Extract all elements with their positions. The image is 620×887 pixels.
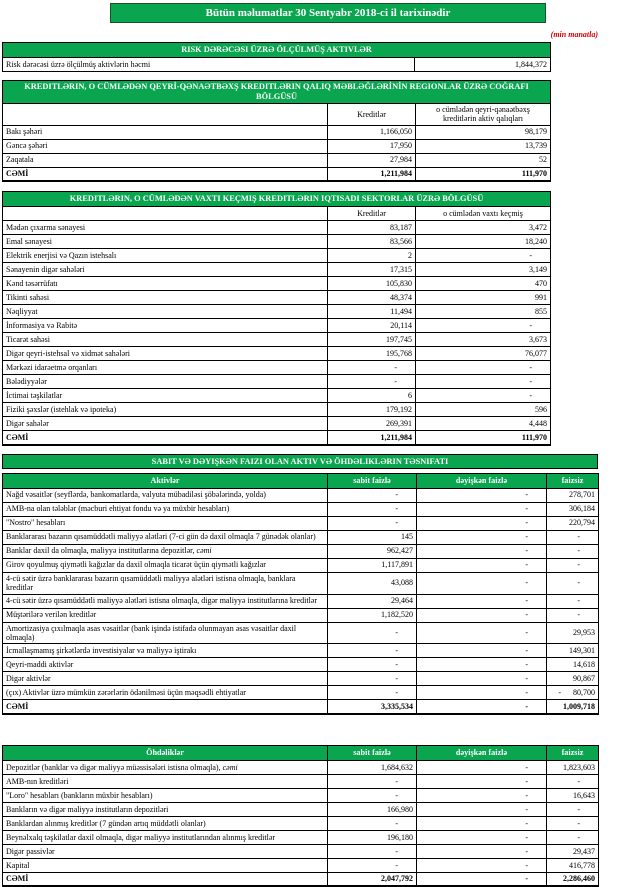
- row-label: Ticarət sahəsi: [3, 333, 328, 347]
- cell-value: -: [328, 488, 417, 502]
- cell-value: -: [416, 375, 551, 389]
- cell-value: 196,180: [328, 830, 417, 844]
- row-label: İcmallaşmamış şirkətlərdə investisiyalar və maliyyə iştirakı: [3, 644, 328, 658]
- table-row: [3, 530, 599, 544]
- cell-value: 20,114: [328, 319, 416, 333]
- cell-value: -: [416, 361, 551, 375]
- section-title: KREDITLƏRIN, O CÜMLƏDƏN QEYRİ-QƏNAƏTBƏXŞ KREDITLƏRIN QALIQ MƏBLƏĞLƏRİNİN REGIONLAR ÜZRƏ COĞRAFI BÖLGÜSÜ: [3, 81, 551, 104]
- cell-value: 269,391: [328, 417, 416, 431]
- cell-value: 179,192: [328, 403, 416, 417]
- table-row: [3, 672, 599, 686]
- table-row: [3, 558, 599, 572]
- table-row: [3, 802, 599, 816]
- cell-value: 416,778: [547, 858, 599, 872]
- row-label: Amortizasiya çıxılmaqla əsas vəsaitlər (bank işində istifadə olunmayan əsas vəsaitlər daxil olmaqla): [3, 622, 328, 644]
- cell-value: -: [417, 502, 547, 516]
- row-label: İctimai təşkilatlar: [3, 389, 328, 403]
- cell-value: -: [328, 375, 416, 389]
- cell-value: 83,566: [328, 235, 416, 249]
- liabilities-classification-table: [2, 745, 599, 887]
- row-label: Banklar daxil da olmaqla, maliyyə institutlarına depozitlər, cəmi: [3, 544, 328, 558]
- cell-value: -: [328, 658, 417, 672]
- cell-value: 76,077: [416, 347, 551, 361]
- cell-value: 2: [328, 249, 416, 263]
- row-label: Depozitlər (banklar və digər maliyyə müəssisələri istisna olmaqla), cəmi: [3, 760, 328, 774]
- cell-value: 17,315: [328, 263, 416, 277]
- cell-value: -: [328, 816, 417, 830]
- cell-value: 18,240: [416, 235, 551, 249]
- cell-value: -: [547, 558, 599, 572]
- table-row: [3, 488, 599, 502]
- row-label: CƏMİ: [3, 872, 328, 886]
- title-bar: [110, 3, 546, 23]
- row-label: Digər qeyri-istehsal və xidmət sahələri: [3, 347, 328, 361]
- cell-value: 52: [416, 153, 551, 167]
- table-row: [3, 361, 551, 375]
- table-row: [3, 319, 551, 333]
- cell-value: -: [417, 686, 547, 700]
- column-header-empty: [3, 207, 328, 221]
- cell-value: 1,166,050: [328, 125, 416, 139]
- row-label: Sənayenin digər sahələri: [3, 263, 328, 277]
- row-label: Bankların və digər maliyyə institutların depozitləri: [3, 802, 328, 816]
- row-label: İnformasiya və Rabitə: [3, 319, 328, 333]
- cell-value: 195,768: [328, 347, 416, 361]
- row-label: Fiziki şəxslər (istehlak və ipoteka): [3, 403, 328, 417]
- cell-value: 1,684,632: [328, 760, 417, 774]
- cell-value: 111,970: [416, 167, 551, 181]
- table-row: [3, 608, 599, 622]
- cell-value: -: [547, 572, 599, 594]
- table-row: [3, 153, 551, 167]
- row-label: Qeyri-maddi aktivlər: [3, 658, 328, 672]
- table-row: [3, 305, 551, 319]
- cell-value: 306,184: [547, 502, 599, 516]
- table-row: [3, 816, 599, 830]
- row-label: Bakı şəhəri: [3, 125, 328, 139]
- cell-value: -: [328, 361, 416, 375]
- section-header-row: [3, 192, 551, 207]
- total-row: [3, 167, 551, 181]
- cell-value: 3,673: [416, 333, 551, 347]
- table-row: [3, 389, 551, 403]
- cell-value: 596: [416, 403, 551, 417]
- row-label: Kapital: [3, 858, 328, 872]
- row-label: "Loro" hesabları (bankların müxbir hesabları): [3, 788, 328, 802]
- cell-value: -: [328, 844, 417, 858]
- cell-value: 197,745: [328, 333, 416, 347]
- cell-value: -: [417, 530, 547, 544]
- cell-value: -: [547, 608, 599, 622]
- cell-value: 98,179: [416, 125, 551, 139]
- cell-value: -: [417, 558, 547, 572]
- row-label: Banklardan alınmış kreditlər (7 gündən artıq müddətli olanlar): [3, 816, 328, 830]
- cell-value: -: [417, 700, 547, 714]
- cell-value: 13,739: [416, 139, 551, 153]
- column-header: o cümlədən vaxtı keçmiş: [416, 207, 551, 221]
- cell-value: 166,980: [328, 802, 417, 816]
- table-row: [3, 788, 599, 802]
- cell-value: 48,374: [328, 291, 416, 305]
- column-header: sabit faizlə: [328, 745, 417, 760]
- cell-value: -: [328, 502, 417, 516]
- cell-value: 1,823,603: [547, 760, 599, 774]
- cell-value: -: [328, 672, 417, 686]
- cell-value: 855: [416, 305, 551, 319]
- cell-value: 145: [328, 530, 417, 544]
- report-page: [0, 3, 620, 884]
- row-label: 4-cü sətir üzrə banklararası bazarın qısamüddətli maliyyə alətləri istisna olmaqla, banklara kreditlər: [3, 572, 328, 594]
- row-label: Tikinti sahəsi: [3, 291, 328, 305]
- row-label: "Nostro" hesabları: [3, 516, 328, 530]
- total-row: [3, 431, 551, 445]
- cell-value: -: [547, 530, 599, 544]
- cell-value: -: [417, 658, 547, 672]
- cell-value: -: [417, 774, 547, 788]
- row-label: Digər sahələr: [3, 417, 328, 431]
- table-row: [3, 774, 599, 788]
- cell-value: -: [417, 488, 547, 502]
- cell-value: -: [417, 622, 547, 644]
- table-row: [3, 403, 551, 417]
- table-row: [3, 844, 599, 858]
- cell-value: 11,494: [328, 305, 416, 319]
- row-label: Nəqliyyat: [3, 305, 328, 319]
- row-label: Emal sənayesi: [3, 235, 328, 249]
- cell-value: 16,643: [547, 788, 599, 802]
- table-row: [3, 644, 599, 658]
- table-row: [3, 830, 599, 844]
- column-header-row: [3, 473, 599, 488]
- row-label: Elektrik enerjisi və Qazın istehsalı: [3, 249, 328, 263]
- cell-value: 1,009,718: [547, 700, 599, 714]
- table-row: [3, 544, 599, 558]
- row-label: Kənd təsərrüfatı: [3, 277, 328, 291]
- table-row: [3, 594, 599, 608]
- column-header: faizsiz: [547, 473, 599, 488]
- column-header: dəyişkən faizlə: [417, 473, 547, 488]
- row-label: Digər aktivlər: [3, 672, 328, 686]
- cell-value: 3,472: [416, 221, 551, 235]
- table-row: [3, 686, 599, 700]
- cell-value: 29,953: [547, 622, 599, 644]
- cell-value: 3,149: [416, 263, 551, 277]
- row-label: Risk dərəcəsi üzrə ölçülmüş aktivlərin həcmi: [3, 58, 415, 72]
- table-row: [3, 760, 599, 774]
- unit-note: (min manatla): [550, 30, 598, 39]
- row-label: AMB-na olan tələblər (məcburi ehtiyat fondu və ya müxbir hesabları): [3, 502, 328, 516]
- row-label: Girov qoyulmuş qiymətli kağızlar da daxil olmaqla ticarət üçün qiymətli kağızlar: [3, 558, 328, 572]
- table-row: [3, 277, 551, 291]
- cell-value: -: [328, 686, 417, 700]
- row-label: CƏMİ: [3, 167, 328, 181]
- cell-value: -: [417, 830, 547, 844]
- cell-value: 2,047,792: [328, 872, 417, 886]
- row-label: Müştərilərə verilən kreditlər: [3, 608, 328, 622]
- cell-value: -: [417, 594, 547, 608]
- row-label: CƏMİ: [3, 431, 328, 445]
- classification-section-header: SABIT VƏ DƏYIŞKƏN FAIZI OLAN AKTIV VƏ ÖHDƏLIKLƏRIN TƏSNIFATI: [2, 454, 598, 469]
- cell-value: 90,867: [547, 672, 599, 686]
- cell-value: -: [547, 802, 599, 816]
- cell-value: -: [417, 802, 547, 816]
- column-header-row: [3, 207, 551, 221]
- cell-value: 111,970: [416, 431, 551, 445]
- assets-classification-table: [2, 473, 599, 715]
- cell-value: 4,448: [416, 417, 551, 431]
- column-header: Kreditlər: [328, 103, 416, 125]
- cell-value: 991: [416, 291, 551, 305]
- cell-value: 278,701: [547, 488, 599, 502]
- table-row: [3, 235, 551, 249]
- cell-value: 105,830: [328, 277, 416, 291]
- cell-value: -: [417, 858, 547, 872]
- table-row: [3, 139, 551, 153]
- column-header-empty: [3, 103, 328, 125]
- row-label: Gəncə şəhəri: [3, 139, 328, 153]
- table-row: [3, 347, 551, 361]
- cell-value: -: [416, 319, 551, 333]
- cell-value: -: [417, 608, 547, 622]
- cell-value: -: [417, 872, 547, 886]
- table-row: [3, 658, 599, 672]
- column-header: faizsiz: [547, 745, 599, 760]
- cell-value: -: [328, 788, 417, 802]
- table-row: [3, 502, 599, 516]
- cell-value: -: [416, 249, 551, 263]
- row-label: AMB-nın kreditləri: [3, 774, 328, 788]
- cell-value: 1,211,984: [328, 431, 416, 445]
- cell-value: 2,286,460: [547, 872, 599, 886]
- cell-value: 1,182,520: [328, 608, 417, 622]
- column-header: dəyişkən faizlə: [417, 745, 547, 760]
- column-header: o cümlədən qeyri-qənaətbəxş kreditlərin aktiv qalıqları: [416, 103, 551, 125]
- column-header-row: [3, 745, 599, 760]
- column-header: sabit faizlə: [328, 473, 417, 488]
- row-label: Zaqatala: [3, 153, 328, 167]
- page-title: Bütün məlumatlar 30 Sentyabr 2018-ci il tarixinədir: [205, 7, 451, 19]
- credits-by-region-table: [2, 80, 551, 182]
- cell-value: 6: [328, 389, 416, 403]
- table-row: [3, 375, 551, 389]
- table-row: [3, 263, 551, 277]
- cell-value: -: [417, 572, 547, 594]
- cell-value: -: [417, 760, 547, 774]
- column-header-row: [3, 103, 551, 125]
- row-label: (çıx) Aktivlər üzrə mümkün zərərlərin ödənilməsi üçün məqsədli ehtiyatlar: [3, 686, 328, 700]
- row-label: Mədən çıxarma sənayesi: [3, 221, 328, 235]
- section-header-row: [3, 81, 551, 104]
- cell-value: 220,794: [547, 516, 599, 530]
- cell-value: -: [417, 516, 547, 530]
- table-row: [3, 291, 551, 305]
- cell-value: 962,427: [328, 544, 417, 558]
- cell-value: -: [417, 844, 547, 858]
- table-row: [3, 516, 599, 530]
- section-header-row: [3, 43, 551, 58]
- cell-value: 27,984: [328, 153, 416, 167]
- row-label: CƏMİ: [3, 700, 328, 714]
- row-label: 4-cü sətir üzrə qısamüddətli maliyyə alətləri istisna olmaqla, digər maliyyə institutlarına kreditlər: [3, 594, 328, 608]
- column-header: Kreditlər: [328, 207, 416, 221]
- cell-value: 1,117,891: [328, 558, 417, 572]
- cell-value: -: [328, 774, 417, 788]
- cell-value: -: [328, 622, 417, 644]
- cell-value: -: [547, 544, 599, 558]
- cell-value: -: [328, 858, 417, 872]
- row-label: Digər passivlər: [3, 844, 328, 858]
- cell-value: -: [328, 644, 417, 658]
- table-row: [3, 125, 551, 139]
- cell-value: 29,437: [547, 844, 599, 858]
- cell-value: 1,844,372: [415, 58, 551, 72]
- row-label: Banklararası bazarın qısamüddətli maliyyə alətləri (7-ci gün də daxil olmaqla 7 günədək olanlar): [3, 530, 328, 544]
- cell-value: -: [417, 788, 547, 802]
- section-title: RISK DƏRƏCƏSI ÜZRƏ ÖLÇÜLMÜŞ AKTIVLƏR: [3, 43, 551, 58]
- cell-value: -: [547, 594, 599, 608]
- cell-value: 43,088: [328, 572, 417, 594]
- cell-value: -: [547, 774, 599, 788]
- table-row: [3, 221, 551, 235]
- table-row: [3, 622, 599, 644]
- credits-by-sector-table: [2, 191, 551, 446]
- cell-value: -: [417, 644, 547, 658]
- row-label: Mərkəzi idarəetmə orqanları: [3, 361, 328, 375]
- cell-value: -: [328, 516, 417, 530]
- cell-value: 1,211,984: [328, 167, 416, 181]
- cell-value: -: [417, 672, 547, 686]
- cell-value: 83,187: [328, 221, 416, 235]
- cell-value: - 80,700: [547, 686, 599, 700]
- total-row: [3, 872, 599, 886]
- table-row: [3, 572, 599, 594]
- section-title: KREDITLƏRIN, O CÜMLƏDƏN VAXTI KEÇMIŞ KREDITLƏRIN IQTISADI SEKTORLAR ÜZRƏ BÖLGÜSÜ: [3, 192, 551, 207]
- cell-value: 3,335,534: [328, 700, 417, 714]
- cell-value: 149,301: [547, 644, 599, 658]
- cell-value: -: [416, 389, 551, 403]
- table-row: [3, 417, 551, 431]
- risk-weighted-assets-table: [2, 42, 551, 72]
- row-label: Nağd vəsaitlər (seyflərdə, bankomatlarda, valyuta mübadiləsi şöbələrində, yolda): [3, 488, 328, 502]
- cell-value: -: [417, 544, 547, 558]
- cell-value: 470: [416, 277, 551, 291]
- column-header: Öhdəliklər: [3, 745, 328, 760]
- total-row: [3, 700, 599, 714]
- table-row: [3, 58, 551, 72]
- cell-value: 17,950: [328, 139, 416, 153]
- table-row: [3, 858, 599, 872]
- cell-value: 14,618: [547, 658, 599, 672]
- cell-value: -: [417, 816, 547, 830]
- cell-value: -: [547, 816, 599, 830]
- table-row: [3, 333, 551, 347]
- row-label: Bələdiyyələr: [3, 375, 328, 389]
- cell-value: -: [547, 830, 599, 844]
- cell-value: 29,464: [328, 594, 417, 608]
- column-header: Aktivlər: [3, 473, 328, 488]
- table-row: [3, 249, 551, 263]
- row-label: Beynəlxalq təşkilatlar daxil olmaqla, digər maliyyə institutlarından alınmış kreditlər: [3, 830, 328, 844]
